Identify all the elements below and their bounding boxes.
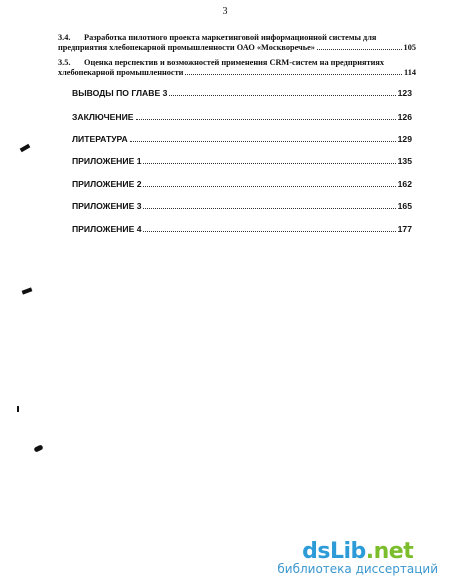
page-number: 3 bbox=[222, 6, 228, 17]
dot-leader bbox=[169, 95, 395, 96]
page-ref: 129 bbox=[397, 134, 412, 144]
dot-leader bbox=[317, 49, 402, 50]
toc-entry-appendix-4[interactable] bbox=[72, 224, 412, 234]
toc-entry-conclusions[interactable] bbox=[72, 88, 412, 98]
entry-title: ЗАКЛЮЧЕНИЕ bbox=[72, 112, 134, 122]
toc-entry-appendix-3[interactable] bbox=[72, 201, 412, 211]
page-ref: 177 bbox=[397, 224, 412, 234]
dot-leader bbox=[143, 186, 395, 187]
watermark-logo bbox=[277, 539, 438, 564]
scan-mark bbox=[17, 406, 19, 412]
entry-title: ПРИЛОЖЕНИЕ 1 bbox=[72, 156, 142, 166]
section-title-line2: предприятия хлебопекарной промышленности ОАО «Москворечье» bbox=[58, 43, 315, 52]
section-title-line2: хлебопекарной промышленности bbox=[58, 68, 184, 77]
toc-entry-appendix-2[interactable] bbox=[72, 179, 412, 189]
watermark-tagline: библиотека диссертаций bbox=[277, 562, 438, 576]
dot-leader bbox=[136, 119, 396, 120]
logo-part-2: .net bbox=[365, 539, 414, 564]
scan-mark bbox=[22, 287, 33, 294]
page-ref: 165 bbox=[397, 201, 412, 211]
dot-leader bbox=[143, 163, 395, 164]
page-ref: 135 bbox=[397, 156, 412, 166]
toc-entry-3-4[interactable] bbox=[58, 33, 416, 53]
section-number: 3.4. bbox=[58, 33, 71, 42]
section-number: 3.5. bbox=[58, 58, 71, 67]
dot-leader bbox=[143, 231, 395, 232]
page-ref: 126 bbox=[397, 112, 412, 122]
entry-title: ПРИЛОЖЕНИЕ 4 bbox=[72, 224, 142, 234]
page-ref: 114 bbox=[404, 68, 416, 77]
dot-leader bbox=[185, 74, 402, 75]
entry-title: ЛИТЕРАТУРА bbox=[72, 134, 128, 144]
section-title-line1: Оценка перспектив и возможностей применения CRM-систем на предприятиях bbox=[84, 58, 384, 67]
page-ref: 162 bbox=[397, 179, 412, 189]
section-title-line1: Разработка пилотного проекта маркетинговой информационной системы для bbox=[84, 33, 377, 42]
page-ref: 105 bbox=[403, 43, 416, 52]
entry-title: ПРИЛОЖЕНИЕ 2 bbox=[72, 179, 142, 189]
entry-title: ПРИЛОЖЕНИЕ 3 bbox=[72, 201, 142, 211]
toc-entry-zaklyuchenie[interactable] bbox=[72, 112, 412, 122]
logo-part-1: dsLib bbox=[302, 539, 366, 564]
toc-entry-3-5[interactable] bbox=[58, 58, 416, 78]
toc-entry-literatura[interactable] bbox=[72, 134, 412, 144]
scan-mark bbox=[33, 444, 43, 452]
page-ref: 123 bbox=[397, 88, 412, 98]
toc-entry-appendix-1[interactable] bbox=[72, 156, 412, 166]
watermark[interactable] bbox=[277, 539, 438, 576]
dot-leader bbox=[130, 141, 396, 142]
dot-leader bbox=[143, 208, 395, 209]
scan-mark bbox=[20, 144, 31, 152]
entry-title: ВЫВОДЫ ПО ГЛАВЕ 3 bbox=[72, 88, 168, 98]
